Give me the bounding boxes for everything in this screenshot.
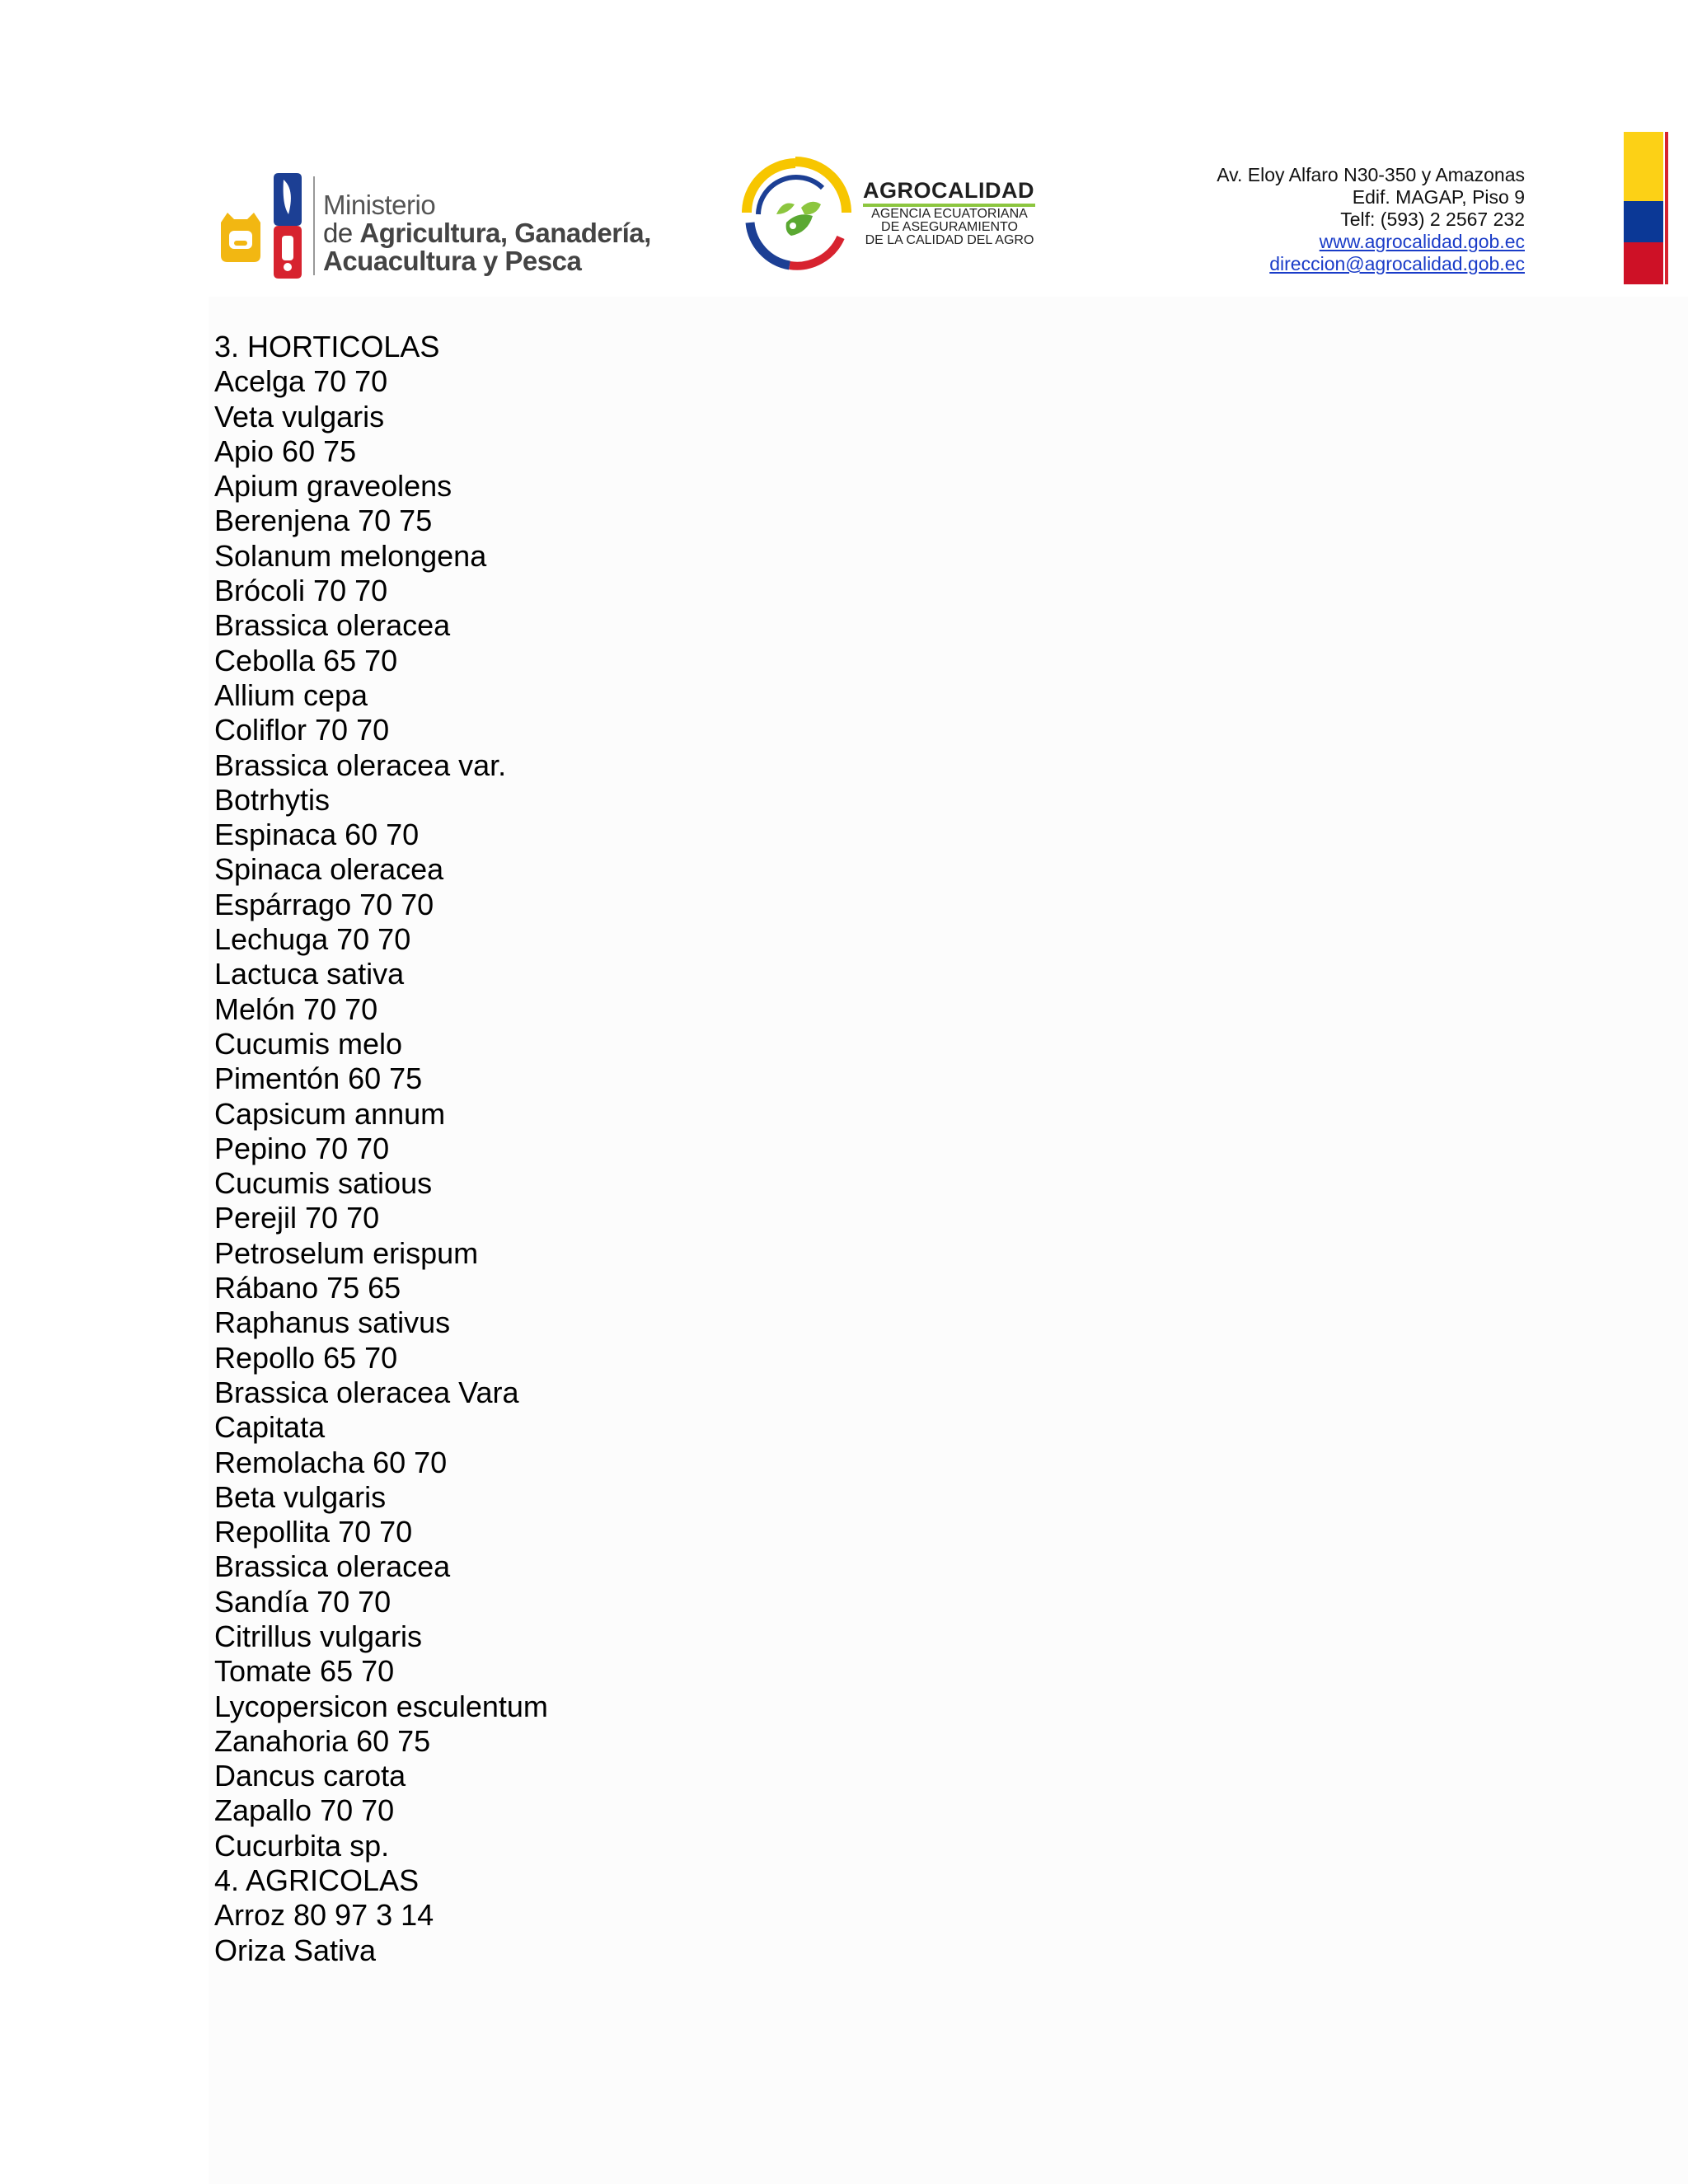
text-line: Tomate 65 70 xyxy=(214,1654,395,1689)
text-line: Raphanus sativus xyxy=(214,1305,451,1340)
agency-name: AGROCALIDAD xyxy=(863,178,1034,203)
text-line: Botrhytis xyxy=(214,782,331,817)
text-line: Cucurbita sp. xyxy=(214,1828,390,1863)
website-link[interactable]: www.agrocalidad.gob.ec xyxy=(1319,231,1525,252)
text-line: Cebolla 65 70 xyxy=(214,643,398,677)
text-line: Spinaca oleracea xyxy=(214,852,444,887)
email-link[interactable]: direccion@agrocalidad.gob.ec xyxy=(1269,253,1525,274)
text-line: Rábano 75 65 xyxy=(214,1271,401,1305)
text-line: Acelga 70 70 xyxy=(214,364,388,399)
ministry-name-line2 xyxy=(323,219,651,247)
text-line: Cucumis satious xyxy=(214,1166,433,1201)
text-line: Apio 60 75 xyxy=(214,434,357,468)
text-line: Coliflor 70 70 xyxy=(214,713,390,748)
ministry-name xyxy=(323,191,651,275)
text-line: Brassica oleracea xyxy=(214,608,451,643)
text-line: Pimentón 60 75 xyxy=(214,1062,423,1096)
text-line: Arroz 80 97 3 14 xyxy=(214,1898,434,1933)
text-line: Brassica oleracea xyxy=(214,1549,451,1584)
text-line: Lycopersicon esculentum xyxy=(214,1689,548,1723)
text-line: Espinaca 60 70 xyxy=(214,818,420,852)
text-line: Allium cepa xyxy=(214,677,368,712)
text-line: Solanum melongena xyxy=(214,538,487,573)
ministry-name-line2-bold: Agricultura, Ganadería, xyxy=(359,218,651,248)
ministry-name-line3: Acuacultura y Pesca xyxy=(323,246,582,276)
text-line: Pepino 70 70 xyxy=(214,1131,390,1165)
agrocalidad-logo-icon xyxy=(740,157,851,272)
agency-subtitle xyxy=(861,208,1038,247)
address-line: Edif. MAGAP, Piso 9 xyxy=(1352,186,1525,208)
ecuador-flag-stripe xyxy=(1624,132,1668,284)
flag-blue-band xyxy=(1624,201,1663,242)
text-line: Apium graveolens xyxy=(214,469,452,504)
text-line: Lechuga 70 70 xyxy=(214,922,411,957)
text-line: Espárrago 70 70 xyxy=(214,887,434,921)
agency-subtitle-line: DE LA CALIDAD DEL AGRO xyxy=(865,233,1034,247)
phone-line: Telf: (593) 2 2567 232 xyxy=(1340,209,1525,230)
text-line: Lactuca sativa xyxy=(214,957,405,991)
text-line: Citrillus vulgaris xyxy=(214,1619,423,1653)
ministry-logo-divider xyxy=(313,176,315,275)
text-line: Beta vulgaris xyxy=(214,1479,387,1514)
section-heading: 3. HORTICOLAS xyxy=(214,330,440,363)
address-line: Av. Eloy Alfaro N30-350 y Amazonas xyxy=(1217,164,1525,185)
address-block xyxy=(1217,164,1525,275)
text-line: Dancus carota xyxy=(214,1759,406,1793)
text-line: Brassica oleracea Vara xyxy=(214,1375,519,1409)
text-line: Petroselum erispum xyxy=(214,1235,479,1270)
text-line: Repollo 65 70 xyxy=(214,1340,398,1375)
agency-subtitle-line: AGENCIA ECUATORIANA xyxy=(871,207,1028,221)
flag-red-band xyxy=(1624,242,1663,284)
text-line: Sandía 70 70 xyxy=(214,1584,392,1619)
text-line: Berenjena 70 75 xyxy=(214,504,433,538)
text-line: Brassica oleracea var. xyxy=(214,748,507,782)
text-line: Melón 70 70 xyxy=(214,991,378,1026)
text-line: Repollita 70 70 xyxy=(214,1515,413,1549)
text-line: Oriza Sativa xyxy=(214,1933,377,1967)
text-line: Perejil 70 70 xyxy=(214,1201,380,1235)
document-text xyxy=(214,330,548,1968)
ministry-name-line1: Ministerio xyxy=(323,190,436,220)
text-line: Remolacha 60 70 xyxy=(214,1445,448,1479)
text-line: Brócoli 70 70 xyxy=(214,574,388,608)
flag-edge-line xyxy=(1665,132,1668,284)
flag-yellow-band xyxy=(1624,132,1663,201)
text-line: Cucumis melo xyxy=(214,1026,403,1061)
text-line: Zanahoria 60 75 xyxy=(214,1723,431,1758)
text-line: Capitata xyxy=(214,1410,326,1445)
agency-subtitle-line: DE ASEGURAMIENTO xyxy=(881,220,1018,234)
section-heading: 4. AGRICOLAS xyxy=(214,1863,420,1898)
text-line: Zapallo 70 70 xyxy=(214,1793,395,1828)
ministry-name-line2-prefix: de xyxy=(323,218,360,248)
text-line: Veta vulgaris xyxy=(214,399,385,434)
text-line: Capsicum annum xyxy=(214,1096,446,1131)
